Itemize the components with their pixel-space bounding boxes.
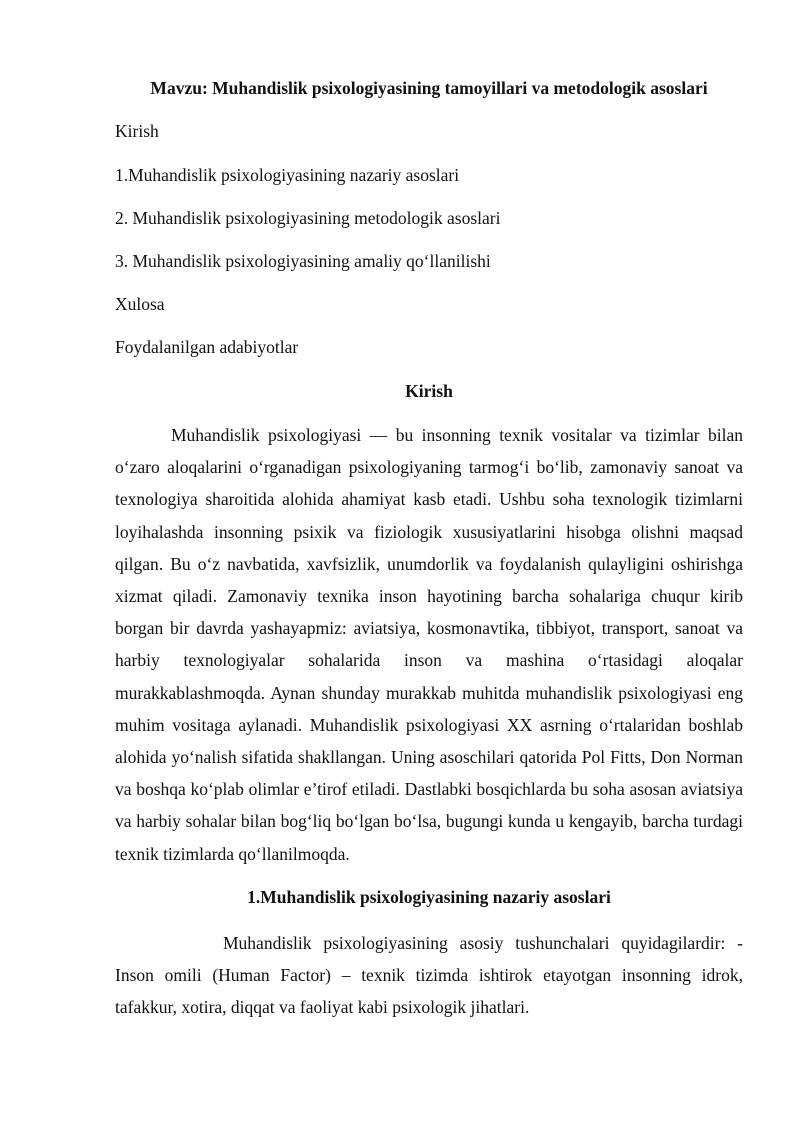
toc-item-section-2: 2. Muhandislik psixologiyasining metodologik asoslari: [115, 208, 501, 228]
toc-item-intro: Kirish: [115, 121, 159, 141]
intro-paragraph: Muhandislik psixologiyasi — bu insonning texnik vositalar va tizimlar bilan o‘zaro aloqalarini o‘rganadigan psixologiyaning tarmog‘i bo‘lib, zamonaviy sanoat va texnologiya sharoitida alohida ahamiyat kasb etadi. Ushbu soha texnologik tizimlarni loyihalashda insonning psixik va fiziologik xususiyatlarini hisobga olishni maqsad qilgan. Bu o‘z navbatida, xavfsizlik, unumdorlik va foydalanish qulayligini oshirishga xizmat qiladi. Zamonaviy texnika inson hayotining barcha sohalariga chuqur kirib borgan bir davrda yashayapmiz: aviatsiya, kosmonavtika, tibbiyot, transport, sanoat va harbiy texnologiyalar sohalarida inson va mashina o‘rtasidagi aloqalar murakkablashmoqda. Aynan shunday murakkab muhitda muhandislik psixologiyasi eng muhim vositaga aylanadi. Muhandislik psixologiyasi XX asrning o‘rtalaridan boshlab alohida yo‘nalish sifatida shakllangan. Uning asoschilari qatorida Pol Fitts, Don Norman va boshqa ko‘plab olimlar e’tirof etiladi. Dastlabki bosqichlarda bu soha asosan aviatsiya va harbiy sohalar bilan bog‘liq bo‘lgan bo‘lsa, bugungi kunda u kengayib, barcha turdagi texnik tizimlarda qo‘llanilmoqda.: [115, 425, 743, 864]
toc-item-references: Foydalanilgan adabiyotlar: [115, 337, 299, 357]
toc-item-section-3: 3. Muhandislik psixologiyasining amaliy qo‘llanilishi: [115, 251, 491, 271]
section-1-heading: 1.Muhandislik psixologiyasining nazariy asoslari: [247, 887, 611, 907]
toc-item-conclusion: Xulosa: [115, 294, 165, 314]
section-1-paragraph: Muhandislik psixologiyasining asosiy tushunchalari quyidagilardir: - Inson omili (Human Factor) – texnik tizimda ishtirok etayotgan insonning idrok, tafakkur, xotira, diqqat va faoliyat kabi psixologik jihatlari.: [115, 933, 743, 1018]
intro-heading: Kirish: [405, 381, 453, 401]
document-title: Mavzu: Muhandislik psixologiyasining tamoyillari va metodologik asoslari: [150, 78, 708, 98]
toc-item-section-1: 1.Muhandislik psixologiyasining nazariy asoslari: [115, 165, 460, 185]
